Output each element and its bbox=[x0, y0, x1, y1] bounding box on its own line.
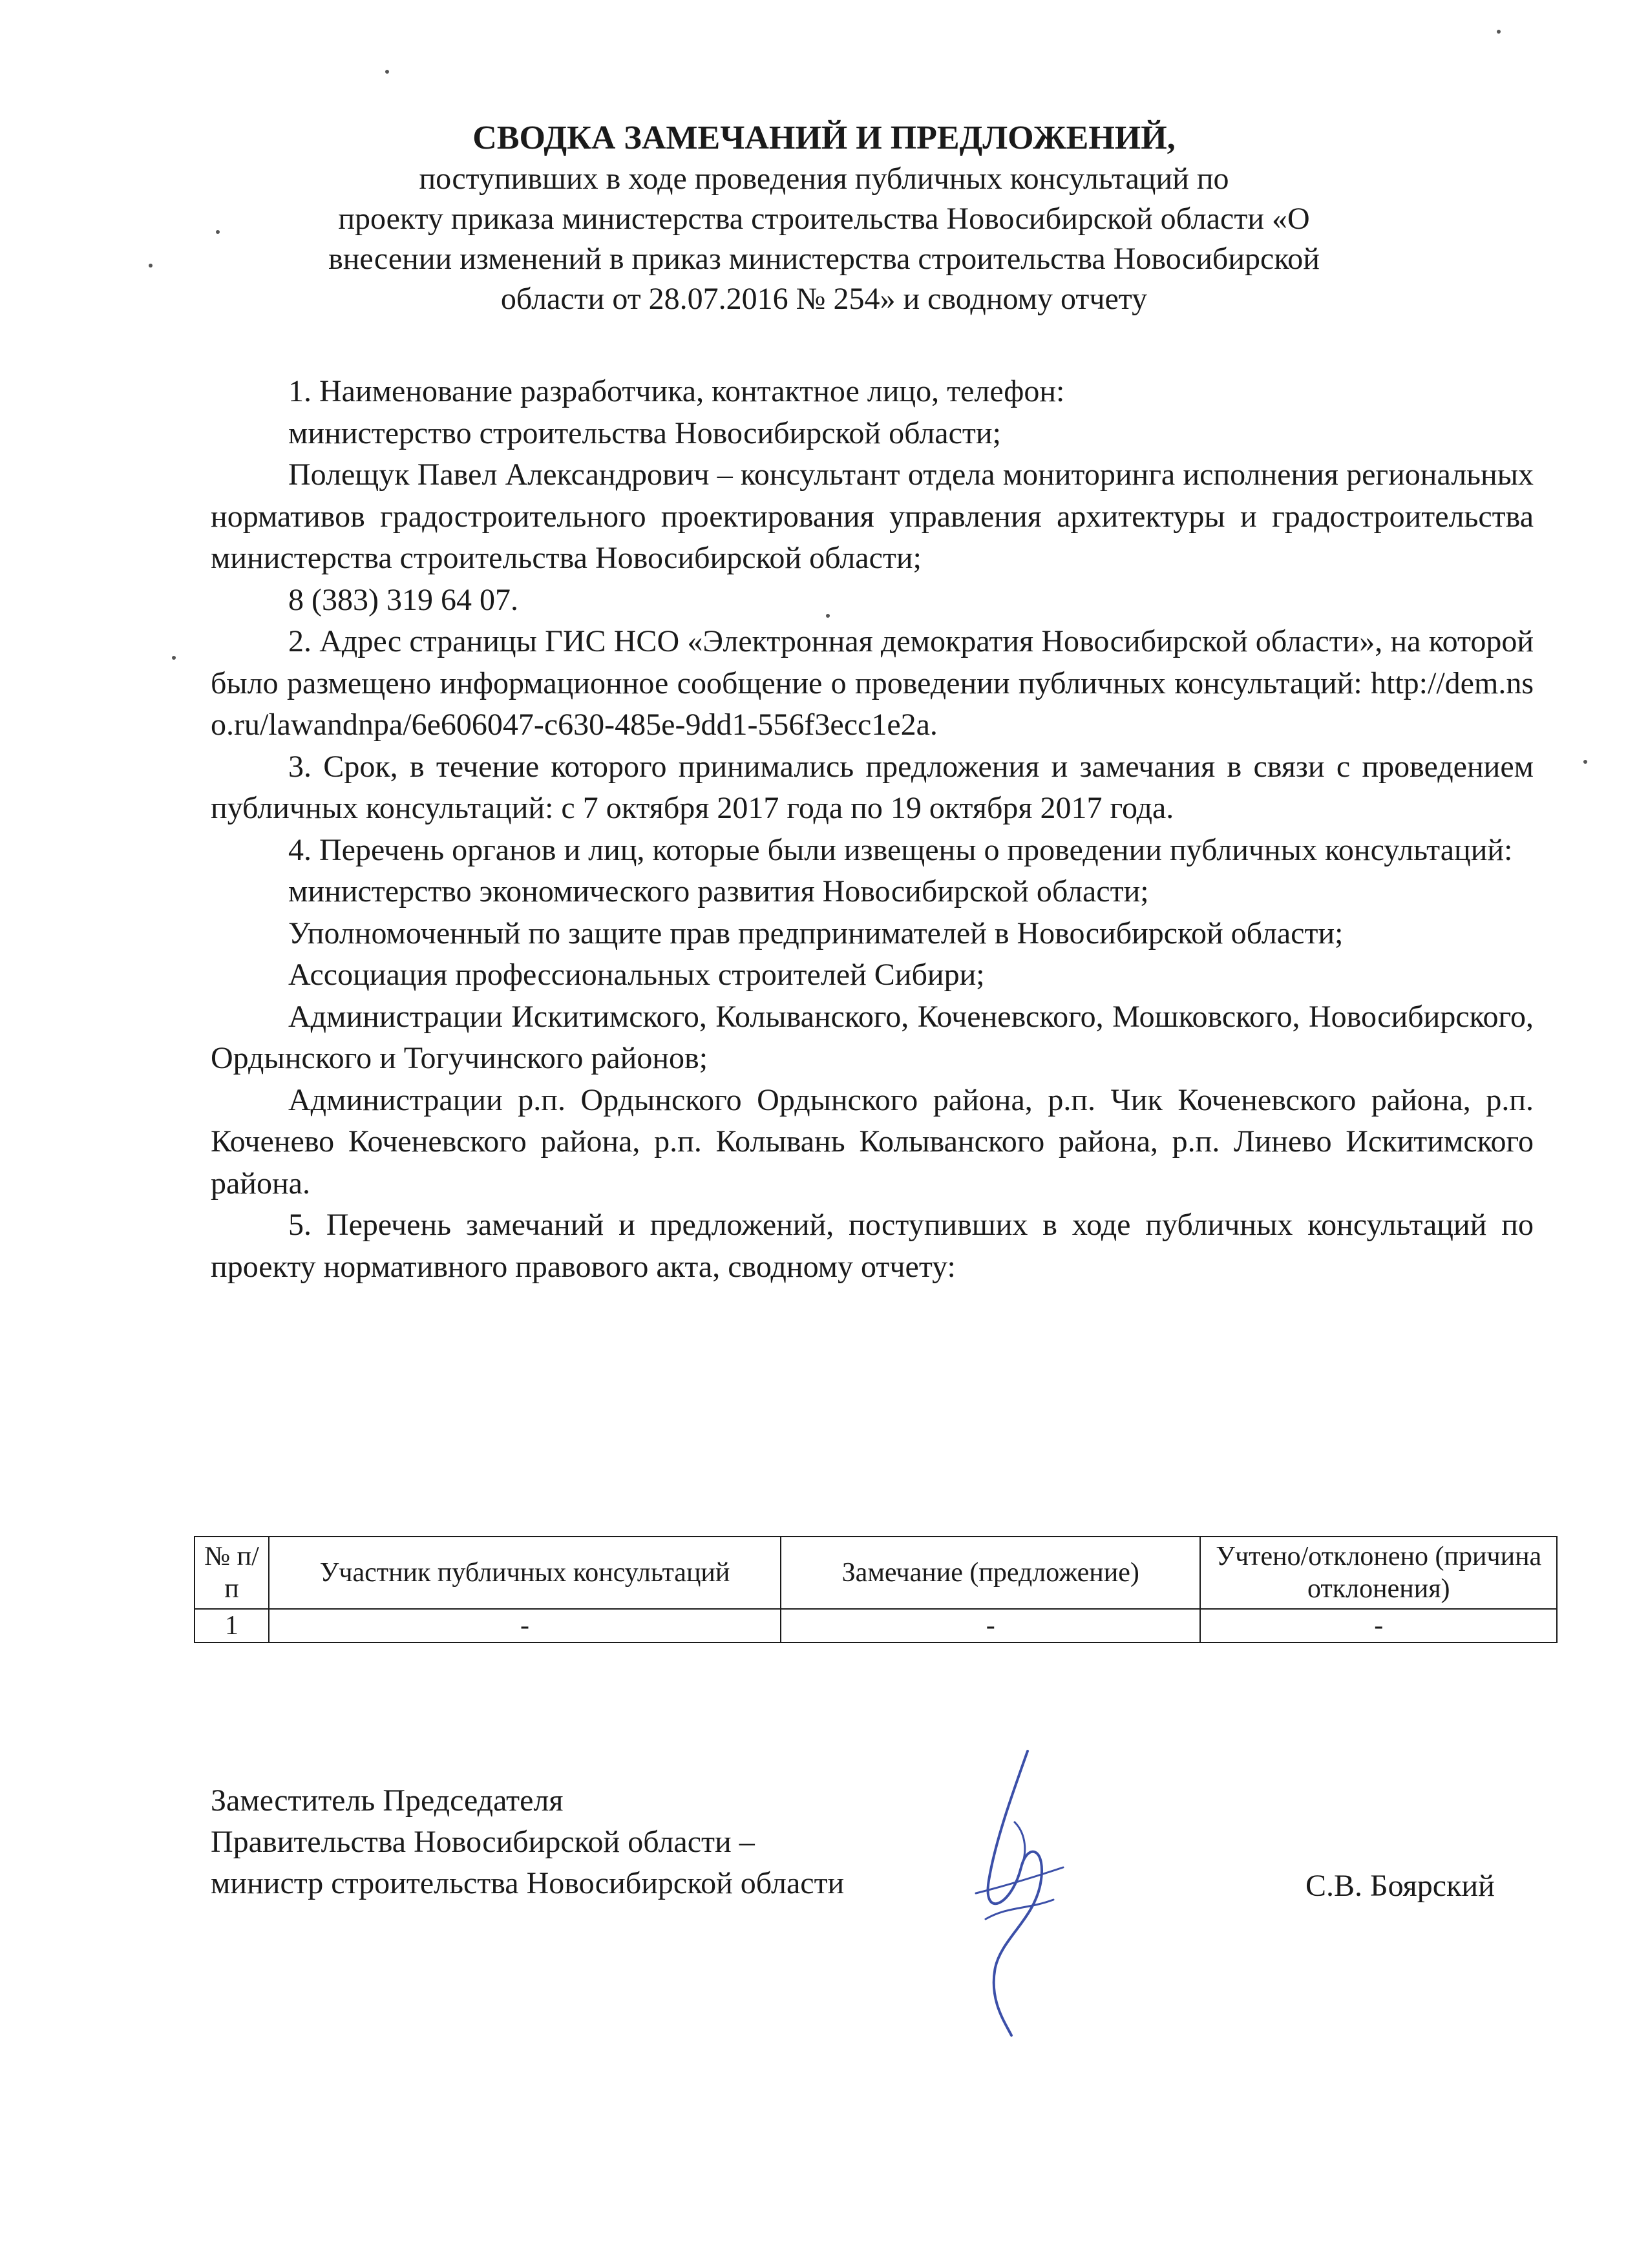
paragraph-page-address: 2. Адрес страницы ГИС НСО «Электронная демократия Новосибирской области», на которой было размещено информационное сообщение о проведении публичных консультаций: http://dem.nso.ru/lawandnpa/6e606047-c630-485e-9dd1-556f3ecc1e2a. bbox=[211, 624, 1534, 742]
scan-speck bbox=[149, 264, 153, 268]
paragraph-developer-heading: 1. Наименование разработчика, контактное лицо, телефон: bbox=[288, 374, 1065, 408]
signatory-name: С.В. Боярский bbox=[1305, 1869, 1495, 1903]
table-row bbox=[195, 1609, 1557, 1643]
paragraph-contact-person: Полещук Павел Александрович – консультант отдела мониторинга исполнения региональных нормативов градостроительного проектирования управления архитектуры и градостроительства министерства строительства Новосибирской области; bbox=[211, 457, 1534, 575]
signatory-position-line: Правительства Новосибирской области – bbox=[211, 1825, 755, 1859]
table-header-row bbox=[195, 1537, 1557, 1609]
document-body bbox=[211, 371, 1534, 1288]
paragraph-notified-list-heading: 4. Перечень органов и лиц, которые были извещены о проведении публичных консультаций: bbox=[288, 832, 1513, 867]
document-subtitle-line: поступивших в ходе проведения публичных консультаций по bbox=[419, 162, 1229, 196]
table-cell-participant: - bbox=[269, 1609, 781, 1643]
signatory-position-line: министр строительства Новосибирской области bbox=[211, 1866, 845, 1900]
document-subtitle-line: проекту приказа министерства строительства Новосибирской области «О bbox=[338, 202, 1310, 236]
table-header-remark: Замечание (предложение) bbox=[781, 1537, 1200, 1609]
document-header bbox=[194, 118, 1454, 319]
paragraph-notified-item: министерство экономического развития Новосибирской области; bbox=[288, 874, 1149, 908]
paragraph-notified-item: Уполномоченный по защите прав предпринимателей в Новосибирской области; bbox=[288, 916, 1344, 950]
table-header-participant: Участник публичных консультаций bbox=[269, 1537, 781, 1609]
table-header-number: № п/п bbox=[195, 1537, 269, 1609]
scan-speck bbox=[385, 70, 389, 74]
remarks-table bbox=[194, 1536, 1558, 1643]
paragraph-consultation-period: 3. Срок, в течение которого принимались предложения и замечания в связи с проведением публичных консультаций: с 7 октября 2017 года по 19 октября 2017 года. bbox=[211, 749, 1534, 825]
paragraph-notified-item: Администрации Искитимского, Колыванского, Коченевского, Мошковского, Новосибирского, Ордынского и Тогучинского районов; bbox=[211, 999, 1534, 1075]
document-subtitle-line: внесении изменений в приказ министерства строительства Новосибирской bbox=[328, 242, 1320, 276]
paragraph-notified-item: Администрации р.п. Ордынского Ордынского района, р.п. Чик Коченевского района, р.п. Коченево Коченевского района, р.п. Колывань Колыванского района, р.п. Линево Искитимского района. bbox=[211, 1082, 1534, 1201]
signatory-position-line: Заместитель Председателя bbox=[211, 1783, 564, 1818]
paragraph-developer-name: министерство строительства Новосибирской области; bbox=[288, 415, 1001, 450]
scan-speck bbox=[1583, 760, 1587, 764]
document-title: СВОДКА ЗАМЕЧАНИЙ И ПРЕДЛОЖЕНИЙ, bbox=[472, 120, 1176, 156]
handwritten-signature bbox=[950, 1745, 1079, 2042]
table-cell-number: 1 bbox=[195, 1609, 269, 1643]
scan-speck bbox=[1497, 30, 1501, 34]
table-header-status: Учтено/отклонено (причина отклонения) bbox=[1200, 1537, 1557, 1609]
document-subtitle-line: области от 28.07.2016 № 254» и сводному отчету bbox=[500, 282, 1148, 316]
signatory-position bbox=[211, 1780, 844, 1904]
table-cell-status: - bbox=[1200, 1609, 1557, 1643]
table-cell-remark: - bbox=[781, 1609, 1200, 1643]
scan-speck bbox=[172, 656, 176, 660]
paragraph-remarks-heading: 5. Перечень замечаний и предложений, поступивших в ходе публичных консультаций по проекту нормативного правового акта, сводному отчету: bbox=[211, 1208, 1534, 1284]
paragraph-notified-item: Ассоциация профессиональных строителей Сибири; bbox=[288, 958, 985, 992]
paragraph-phone: 8 (383) 319 64 07. bbox=[288, 582, 518, 617]
